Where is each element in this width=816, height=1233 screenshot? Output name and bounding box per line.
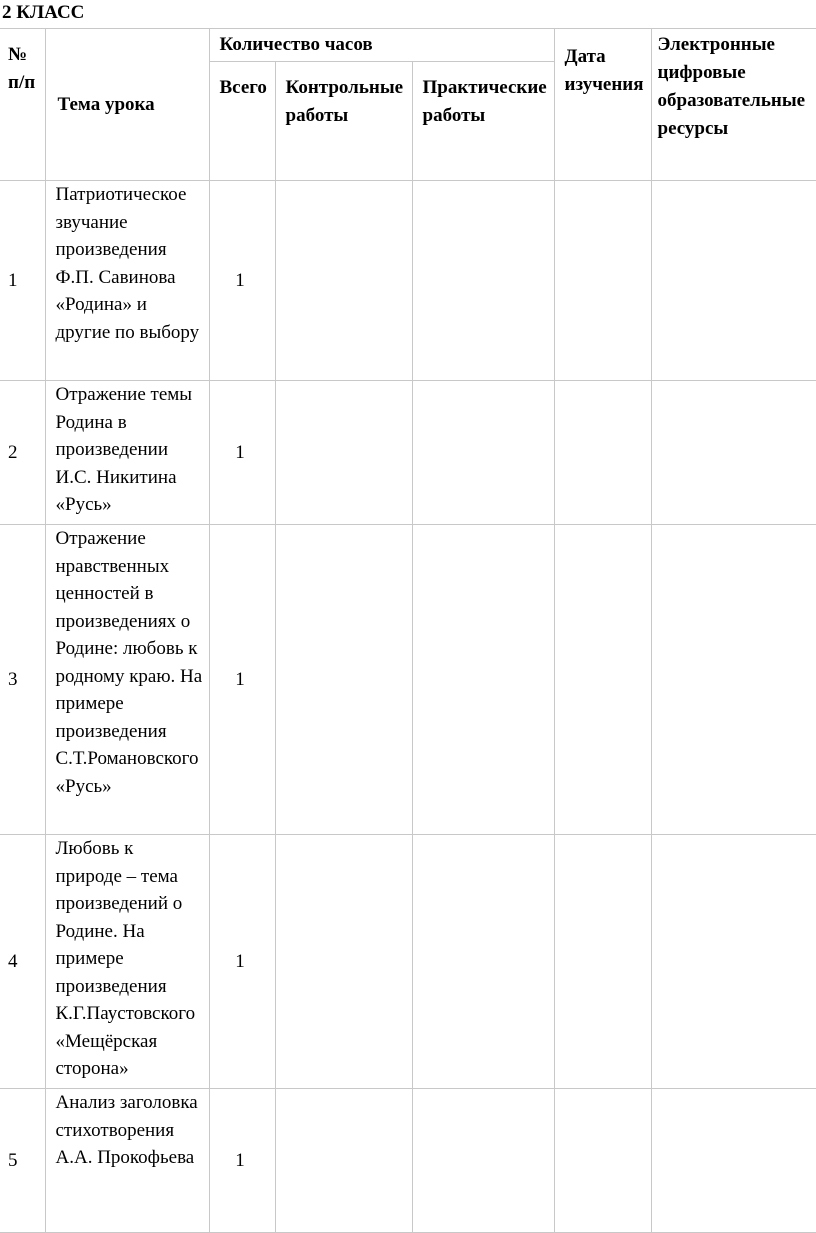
header-tests: Контрольные работы [275,62,412,181]
row-topic: Любовь к природе – тема произведений о Родине. На примере произведения К.Г.Паустовского «Мещёрская сторона» [45,835,209,1089]
table-body [0,181,816,1233]
row-practice [412,181,554,381]
row-practice [412,1089,554,1233]
header-topic: Тема урока [45,29,209,181]
row-total: 1 [209,181,275,381]
header-number: № п/п [0,29,45,181]
row-topic: Патриотическое звучание произведения Ф.П. Савинова «Родина» и другие по выбору [45,181,209,381]
row-practice [412,381,554,525]
row-resources [651,181,816,381]
row-tests [275,181,412,381]
row-tests [275,1089,412,1233]
row-resources [651,1089,816,1233]
row-number: 2 [0,381,45,525]
row-topic: Анализ заголовка стихотворения А.А. Прокофьева [45,1089,209,1233]
row-total: 1 [209,1089,275,1233]
header-total: Всего [209,62,275,181]
row-number: 3 [0,525,45,835]
table-row [0,1089,816,1233]
header-practice: Практические работы [412,62,554,181]
document-title: 2 КЛАСС [2,2,85,23]
row-topic: Отражение нравственных ценностей в произведениях о Родине: любовь к родному краю. На примере произведения С.Т.Романовского «Русь» [45,525,209,835]
row-total: 1 [209,525,275,835]
row-number: 5 [0,1089,45,1233]
header-resources: Электронные цифровые образовательные ресурсы [651,29,816,181]
row-date [554,1089,651,1233]
row-practice [412,835,554,1089]
row-number: 4 [0,835,45,1089]
table-row [0,525,816,835]
row-total: 1 [209,381,275,525]
row-date [554,835,651,1089]
row-topic: Отражение темы Родина в произведении И.С. Никитина «Русь» [45,381,209,525]
table-row [0,835,816,1089]
row-resources [651,525,816,835]
table-row [0,381,816,525]
table-header [0,29,816,181]
row-tests [275,835,412,1089]
row-resources [651,381,816,525]
row-date [554,381,651,525]
header-date: Дата изучения [554,29,651,181]
row-resources [651,835,816,1089]
table-row [0,181,816,381]
header-hours: Количество часов [209,29,554,62]
row-number: 1 [0,181,45,381]
lesson-plan-table [0,28,816,1233]
row-date [554,525,651,835]
row-total: 1 [209,835,275,1089]
row-tests [275,525,412,835]
row-tests [275,381,412,525]
row-practice [412,525,554,835]
row-date [554,181,651,381]
